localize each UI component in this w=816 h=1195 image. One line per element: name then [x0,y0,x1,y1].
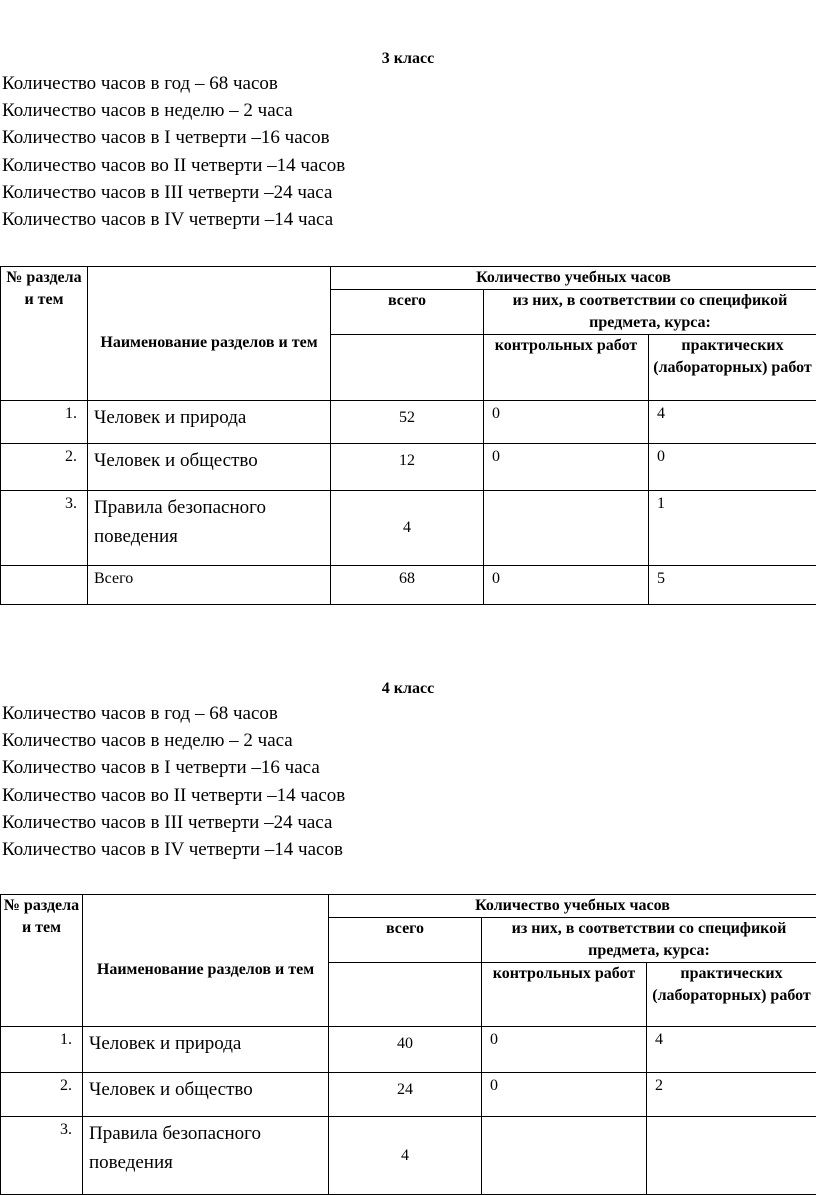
row-total: 24 [329,1073,482,1117]
header-section-name: Наименование разделов и тем [88,267,331,401]
row-name: Человек и общество [88,444,331,491]
summary-label: Всего [88,566,331,605]
header-of-which: из них, в соответствии со спецификой предмета, курса: [482,918,816,963]
row-practical: 4 [649,401,816,444]
header-control-works: контрольных работ [482,963,647,1027]
header-empty-cell [331,335,484,401]
row-number: 1. [1,401,88,444]
header-number: № раздела и тем [1,895,83,1027]
header-total: всего [329,918,482,963]
table-row [1,1027,816,1073]
row-name: Правила безопасного поведения [83,1117,329,1195]
header-hours: Количество учебных часов [329,895,816,918]
info-line: Количество часов в неделю – 2 часа [2,727,345,754]
info-line: Количество часов в IV четверти –14 часов [2,836,345,863]
row-name: Человек и природа [83,1027,329,1073]
row-practical: 0 [649,444,816,491]
row-name: Правила безопасного поведения [88,491,331,566]
table-row-summary [1,566,816,605]
hours-table-grade-3 [0,266,816,605]
header-empty-cell [329,963,482,1027]
row-number: 3. [1,491,88,566]
row-practical: 2 [647,1073,816,1117]
row-total: 40 [329,1027,482,1073]
info-line: Количество часов во II четверти –14 часов [2,152,345,179]
info-line: Количество часов в III четверти –24 часа [2,179,345,206]
header-practical-works: практических (лабораторных) работ [647,963,816,1027]
row-total: 4 [329,1117,482,1195]
info-line: Количество часов в год – 68 часов [2,70,345,97]
header-total: всего [331,290,484,335]
section-title-grade-3: 3 класс [0,50,816,68]
row-control: 0 [484,444,649,491]
row-total: 12 [331,444,484,491]
header-practical-works: практических (лабораторных) работ [649,335,816,401]
row-control: 0 [482,1073,647,1117]
header-hours: Количество учебных часов [331,267,816,290]
row-total: 4 [331,491,484,566]
row-number: 2. [1,444,88,491]
header-section-name: Наименование разделов и тем [83,895,329,1027]
hours-info-grade-4 [2,700,345,863]
header-number: № раздела и тем [1,267,88,401]
info-line: Количество часов в III четверти –24 часа [2,809,345,836]
info-line: Количество часов во II четверти –14 часов [2,782,345,809]
row-control: 0 [482,1027,647,1073]
summary-total: 68 [331,566,484,605]
table-row [1,1117,816,1195]
row-control [482,1117,647,1195]
row-number: 1. [1,1027,83,1073]
row-control [484,491,649,566]
info-line: Количество часов в год – 68 часов [2,700,345,727]
row-name: Человек и природа [88,401,331,444]
row-control: 0 [484,401,649,444]
table-row [1,401,816,444]
info-line: Количество часов в неделю – 2 часа [2,97,345,124]
header-control-works: контрольных работ [484,335,649,401]
row-name: Человек и общество [83,1073,329,1117]
summary-empty-cell [1,566,88,605]
row-practical [647,1117,816,1195]
table-row [1,444,816,491]
row-practical: 4 [647,1027,816,1073]
info-line: Количество часов в I четверти –16 часов [2,124,345,151]
row-number: 3. [1,1117,83,1195]
summary-practical: 5 [649,566,816,605]
row-number: 2. [1,1073,83,1117]
row-total: 52 [331,401,484,444]
hours-info-grade-3 [2,70,345,233]
header-of-which: из них, в соответствии со спецификой предмета, курса: [484,290,816,335]
summary-control: 0 [484,566,649,605]
info-line: Количество часов в I четверти –16 часа [2,754,345,781]
section-title-grade-4: 4 класс [0,680,816,698]
row-practical: 1 [649,491,816,566]
info-line: Количество часов в IV четверти –14 часа [2,206,345,233]
table-row [1,491,816,566]
table-row [1,1073,816,1117]
hours-table-grade-4 [0,894,816,1195]
